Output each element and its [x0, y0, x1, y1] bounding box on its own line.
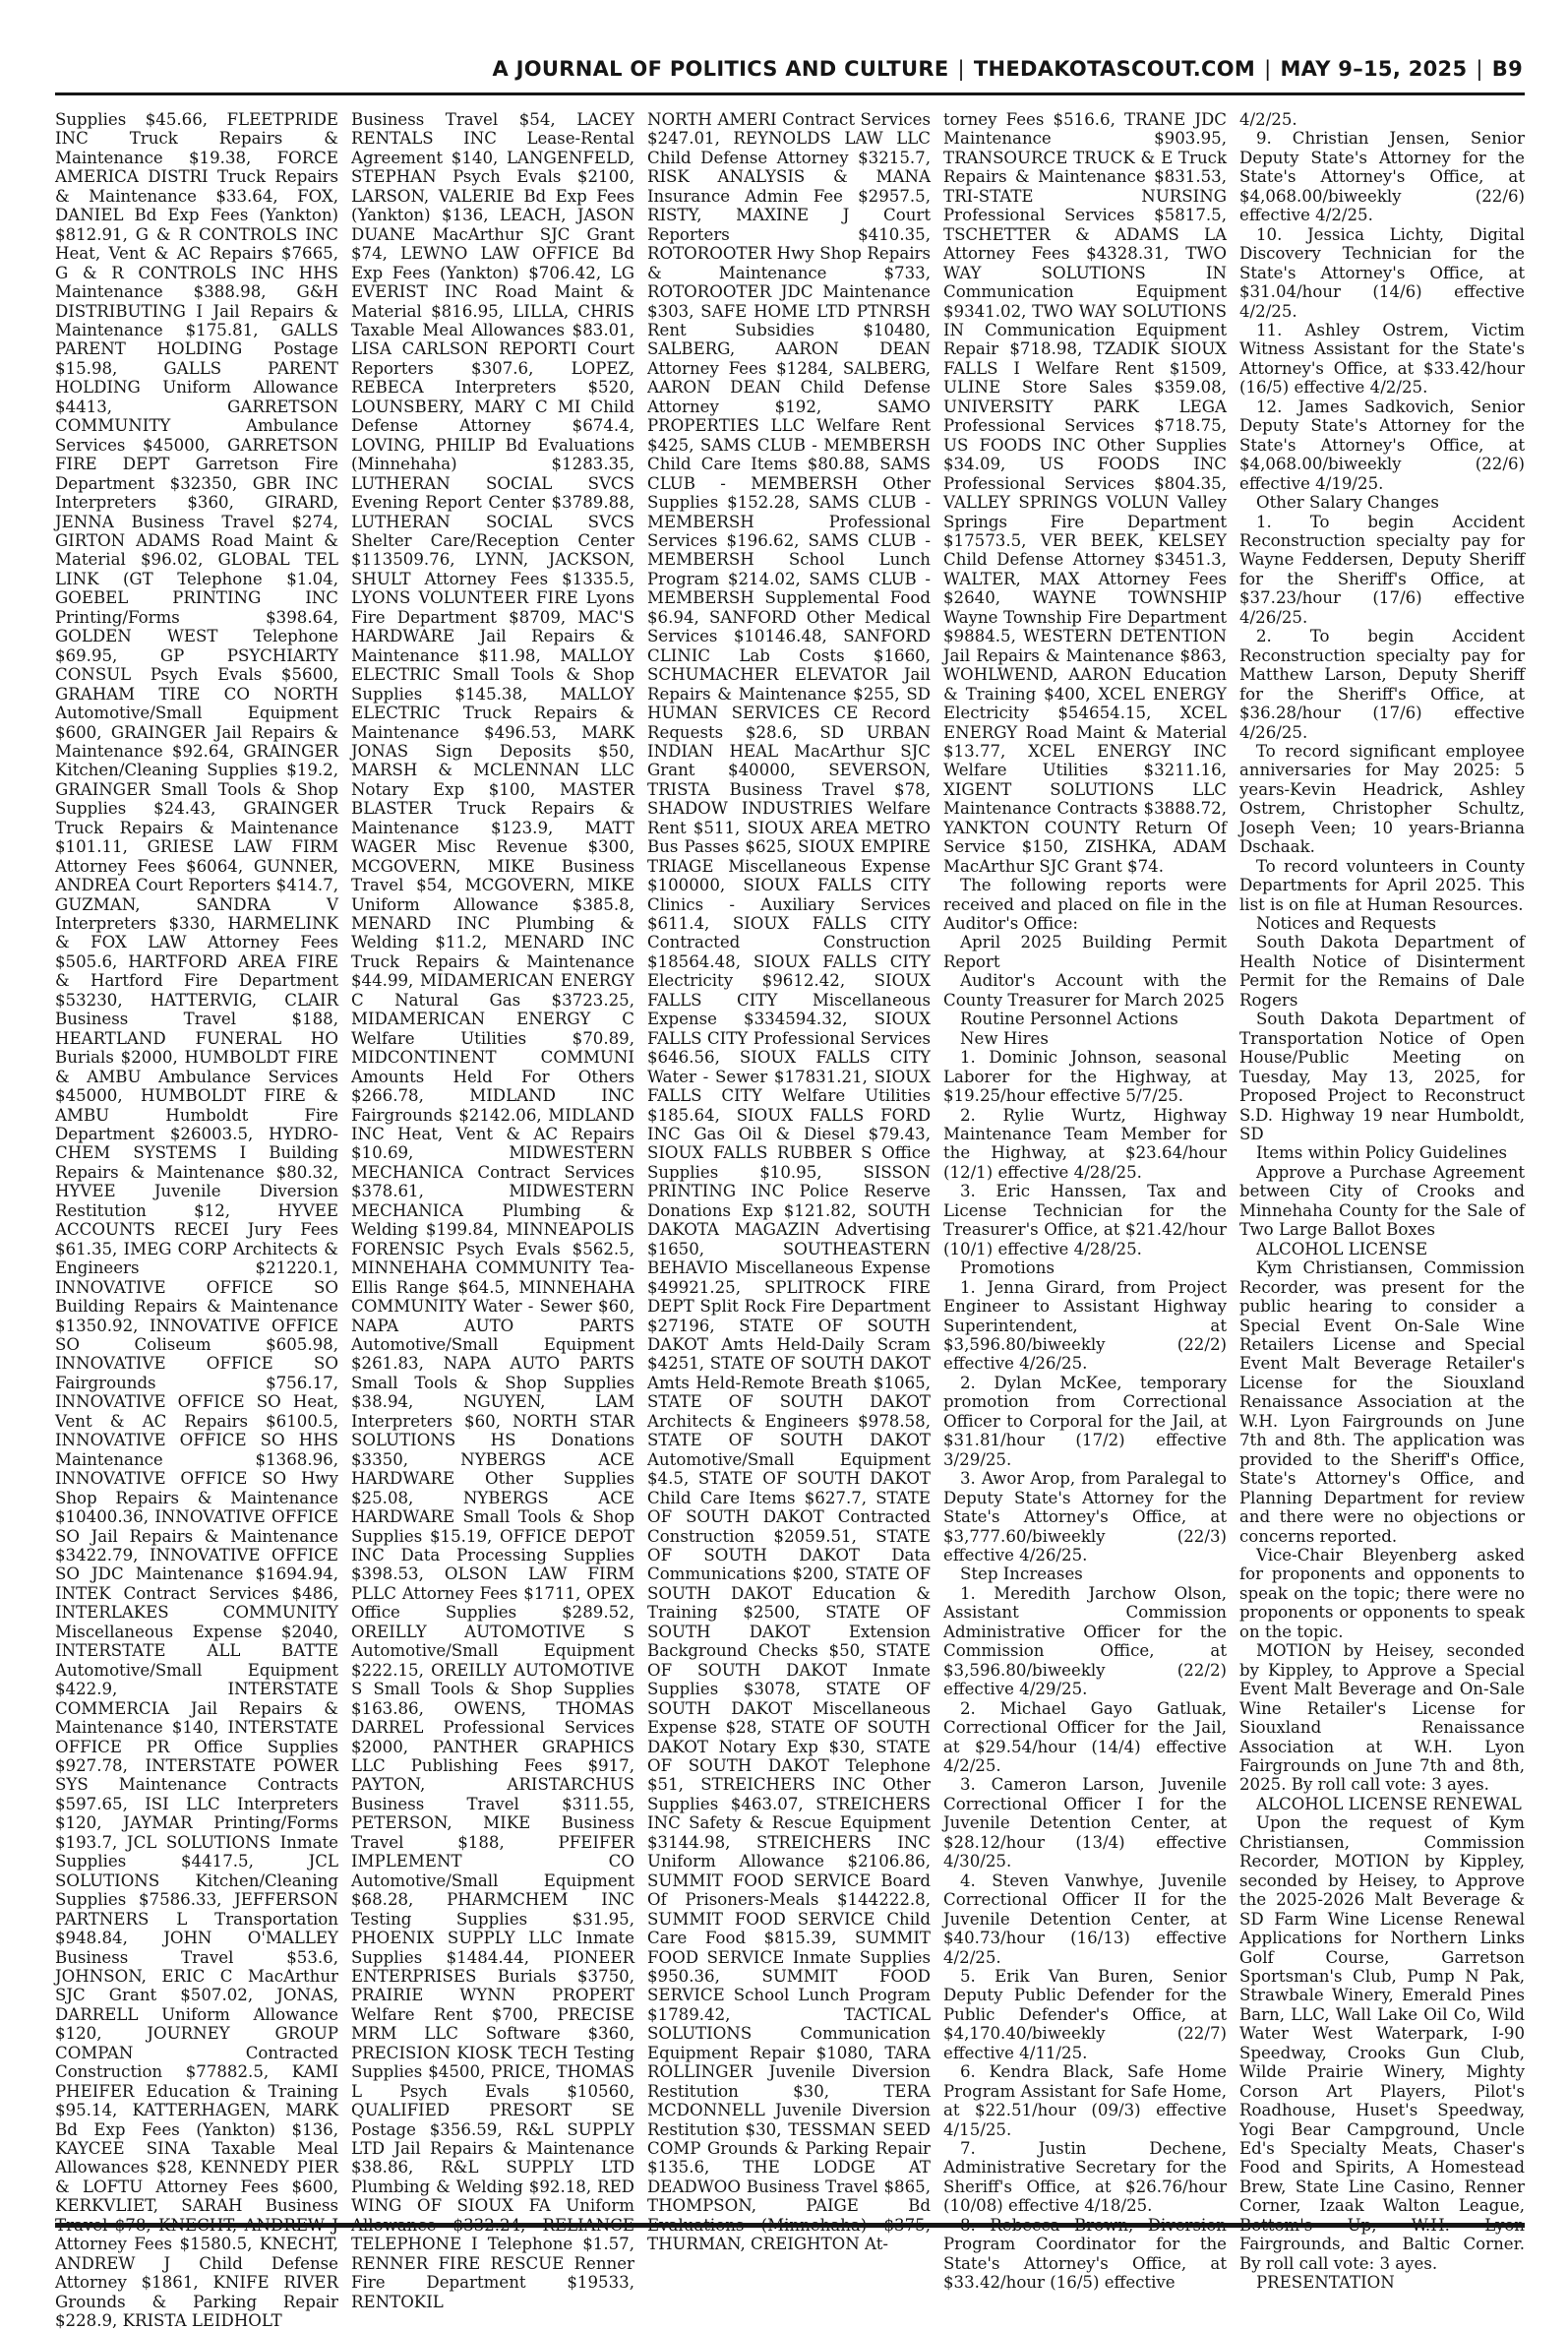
- column-paragraph: Kym Christiansen, Commission Recorder, was present for the public hearing to consider a Special Event On-Sale Wine Retailers License and Special Event Malt Beverage Retailer's License for the Siouxland Renaissance Association at the W.H. Lyon Fairgrounds on June 7th and 8th. The application was provided to the Sheriff's Office, State's Attorney's Office, and Planning Department for review and there were no objections or concerns reported.: [1239, 1258, 1525, 1546]
- website-link[interactable]: THEDAKOTASCOUT.COM: [973, 57, 1256, 81]
- header-rule: [55, 92, 1525, 95]
- text-column-3: [647, 110, 931, 2254]
- column-paragraph: ALCOHOL LICENSE RENEWAL: [1256, 1794, 1522, 1813]
- column-paragraph: 4. Steven Vanwhye, Juvenile Correctional Officer II for the Juvenile Detention Center, at $40.73/hour (16/13) effective 4/2/25.: [943, 1871, 1227, 1967]
- column-paragraph: 11. Ashley Ostrem, Victim Witness Assistant for the State's Attorney's Office, at $33.42/hour (16/5) effective 4/2/25.: [1239, 320, 1525, 398]
- publication-name: A JOURNAL OF POLITICS AND CULTURE: [492, 57, 949, 81]
- column-paragraph: Items within Policy Guidelines: [1256, 1143, 1508, 1163]
- column-paragraph: Other Salary Changes: [1256, 493, 1439, 513]
- column-paragraph: Step Increases: [960, 1564, 1083, 1584]
- column-paragraph: 1. Dominic Johnson, seasonal Laborer for the Highway, at $19.25/hour effective 5/7/25.: [943, 1048, 1227, 1106]
- column-paragraph: 12. James Sadkovich, Senior Deputy State's Attorney for the State's Attorney's Office, at $4,068.00/biweekly (22/6) effective 4/19/25.: [1239, 397, 1525, 493]
- column-paragraph: Business Travel $54, LACEY RENTALS INC Lease-Rental Agreement $140, LANGENFELD, STEPHAN Psych Evals $2100, LARSON, VALERIE Bd Exp Fees (Yankton) $136, LEACH, JASON DUANE MacArthur SJC Grant $74, LEWNO LAW OFFICE Bd Exp Fees (Yankton) $706.42, LG EVERIST INC Road Maint & Material $816.95, LILLA, CHRIS Taxable Meal Allowances $83.01, LISA CARLSON REPORTI Court Reporters $307.6, LOPEZ, REBECA Interpreters $520, LOUNSBERY, MARY C MI Child Defense Attorney $674.4, LOVING, PHILIP Bd Evaluations (Minnehaha) $1283.35, LUTHERAN SOCIAL SVCS Evening Report Center $3789.88, LUTHERAN SOCIAL SVCS Shelter Care/Reception Center $113509.76, LYNN, JACKSON, SHULT Attorney Fees $1335.5, LYONS VOLUNTEER FIRE Lyons Fire Department $8709, MAC'S HARDWARE Jail Repairs & Maintenance $11.98, MALLOY ELECTRIC Small Tools & Shop Supplies $145.38, MALLOY ELECTRIC Truck Repairs & Maintenance $496.53, MARK JONAS Sign Deposits $50, MARSH & MCLENNAN LLC Notary Exp $100, MASTER BLASTER Truck Repairs & Maintenance $123.9, MATT WAGER Misc Revenue $300, MCGOVERN, MIKE Business Travel $54, MCGOVERN, MIKE Uniform Allowance $385.8, MENARD INC Plumbing & Welding $11.2, MENARD INC Truck Repairs & Maintenance $44.99, MIDAMERICAN ENERGY C Natural Gas $3723.25, MIDAMERICAN ENERGY C Welfare Utilities $70.89, MIDCONTINENT COMMUNI Amounts Held For Others $266.78, MIDLAND INC Fairgrounds $2142.06, MIDLAND INC Heat, Vent & AC Repairs $10.69, MIDWESTERN MECHANICA Contract Services $378.61, MIDWESTERN MECHANICA Plumbing & Welding $199.84, MINNEAPOLIS FORENSIC Psych Evals $562.5, MINNEHAHA COMMUNITY Tea-Ellis Range $64.5, MINNEHAHA COMMUNITY Water - Sewer $60, NAPA AUTO PARTS Automotive/Small Equipment $261.83, NAPA AUTO PARTS Small Tools & Shop Supplies $38.94, NGUYEN, LAM Interpreters $60, NORTH STAR SOLUTIONS HS Donations $3350, NYBERGS ACE HARDWARE Other Supplies $25.08, NYBERGS ACE HARDWARE Small Tools & Shop Supplies $15.19, OFFICE DEPOT INC Data Processing Supplies $398.53, OLSON LAW FIRM PLLC Attorney Fees $1711, OPEX Office Supplies $289.52, OREILLY AUTOMOTIVE S Automotive/Small Equipment $222.15, OREILLY AUTOMOTIVE S Small Tools & Shop Supplies $163.86, OWENS, THOMAS DARREL Professional Services $2000, PANTHER GRAPHICS LLC Publishing Fees $917, PAYTON, ARISTARCHUS Business Travel $311.55, PETERSON, MIKE Business Travel $188, PFEIFER IMPLEMENT CO Automotive/Small Equipment $68.28, PHARMCHEM INC Testing Supplies $31.95, PHOENIX SUPPLY LLC Inmate Supplies $1484.44, PIONEER ENTERPRISES Burials $3750, PRAIRIE WYNN PROPERT Welfare Rent $700, PRECISE MRM LLC Software $360, PRECISION KIOSK TECH Testing Supplies $4500, PRICE, THOMAS L Psych Evals $10560, QUALIFIED PRESORT SE Postage $356.59, R&L SUPPLY LTD Jail Repairs & Maintenance $38.86, R&L SUPPLY LTD Plumbing & Welding $92.18, RED WING OF SIOUX FA Uniform TELEPHONE I Telephone $1.57, RENNER FIRE RESCUE Renner Fire Department $19533, RENTOKIL: [351, 110, 634, 2311]
- header-separator: |: [957, 57, 965, 81]
- column-paragraph: 9. Christian Jensen, Senior Deputy State's Attorney for the State's Attorney's Office, at $4,068.00/biweekly (22/6) effective 4/2/25.: [1239, 129, 1525, 225]
- column-paragraph: 7. Justin Dechene, Administrative Secretary for the Sheriff's Office, at $26.76/hour (10/08) effective 4/18/25.: [943, 2139, 1227, 2216]
- column-paragraph: NORTH AMERI Contract Services $247.01, REYNOLDS LAW LLC Child Defense Attorney $3215.7, RISK ANALYSIS & MANA Insurance Admin Fee $2957.5, RISTY, MAXINE J Court Reporters $410.35, ROTOROOTER Hwy Shop Repairs & Maintenance $733, ROTOROOTER JDC Maintenance $303, SAFE HOME LTD PTNRSH Rent Subsidies $10480, SALBERG, AARON DEAN Attorney Fees $1284, SALBERG, AARON DEAN Child Defense Attorney $192, SAMO PROPERTIES LLC Welfare Rent $425, SAMS CLUB - MEMBERSH Child Care Items $80.88, SAMS CLUB - MEMBERSH Other Supplies $152.28, SAMS CLUB - MEMBERSH Professional Services $196.62, SAMS CLUB - MEMBERSH School Lunch Program $214.02, SAMS CLUB - MEMBERSH Supplemental Food $6.94, SANFORD Other Medical Services $10146.48, SANFORD CLINIC Lab Costs $1660, SCHUMACHER ELEVATOR Jail Repairs & Maintenance $255, SD HUMAN SERVICES CE Record Requests $28.6, SD URBAN INDIAN HEAL MacArthur SJC Grant $40000, SEVERSON, TRISTA Business Travel $78, SHADOW INDUSTRIES Welfare Rent $511, SIOUX AREA METRO Bus Passes $625, SIOUX EMPIRE TRIAGE Miscellaneous Expense $100000, SIOUX FALLS CITY Clinics - Auxiliary Services $611.4, SIOUX FALLS CITY Contracted Construction $18564.48, SIOUX FALLS CITY Electricity $9612.42, SIOUX FALLS CITY Miscellaneous Expense $334594.32, SIOUX FALLS CITY Professional Services $646.56, SIOUX FALLS CITY Water - Sewer $17831.21, SIOUX FALLS CITY Welfare Utilities $185.64, SIOUX FALLS FORD INC Gas Oil & Diesel $79.43, SIOUX FALLS RUBBER S Office Supplies $10.95, SISSON PRINTING INC Police Reserve Donations Exp $121.82, SOUTH DAKOTA MAGAZIN Advertising $1650, SOUTHEASTERN BEHAVIO Miscellaneous Expense $49921.25, SPLITROCK FIRE DEPT Split Rock Fire Department $27196, STATE OF SOUTH DAKOT Amts Held-Daily Scram $4251, STATE OF SOUTH DAKOT Amts Held-Remote Breath $1065, STATE OF SOUTH DAKOT Architects & Engineers $978.58, STATE OF SOUTH DAKOT Automotive/Small Equipment $4.5, STATE OF SOUTH DAKOT Child Care Items $627.7, STATE OF SOUTH DAKOT Contracted Construction $2059.51, STATE OF SOUTH DAKOT Data Communications $200, STATE OF SOUTH DAKOT Education & Training $2500, STATE OF SOUTH DAKOT Extension Background Checks $50, STATE OF SOUTH DAKOT Inmate Supplies $3078, STATE OF SOUTH DAKOT Miscellaneous Expense $28, STATE OF SOUTH DAKOT Notary Exp $30, STATE OF SOUTH DAKOT Telephone $51, STREICHERS INC Other Supplies $463.07, STREICHERS INC Safety & Rescue Equipment $3144.98, STREICHERS INC Uniform Allowance $2106.86, SUMMIT FOOD SERVICE Board Of Prisoners-Meals $144222.8, SUMMIT FOOD SERVICE Child Care Food $815.39, SUMMIT FOOD SERVICE Inmate Supplies $950.36, SUMMIT FOOD SERVICE School Lunch Program $1789.42, TACTICAL SOLUTIONS Communication Equipment Repair $1080, TARA ROLLINGER Juvenile Diversion Restitution $30, TERA MCDONNELL Juvenile Diversion Restitution $30, TESSMAN SEED COMP Grounds & Parking Repair $135.6, THE LODGE AT DEADWOO Business Travel $865, THOMPSON, PAIGE Bd THURMAN, CREIGHTON At-: [647, 110, 931, 2254]
- column-paragraph: To record volunteers in County Departments for April 2025. This list is on file at Human Resources.: [1239, 856, 1525, 914]
- column-paragraph: South Dakota Department of Transportation Notice of Open House/Public Meeting on Tuesday, May 13, 2025, for Proposed Project to Reconstruct S.D. Highway 19 near Humboldt, SD: [1239, 1010, 1525, 1144]
- page-number: B9: [1491, 57, 1523, 81]
- text-column-4: [943, 110, 1227, 2293]
- text-column-5: [1239, 110, 1525, 2293]
- column-paragraph: Supplies $45.66, FLEETPRIDE INC Truck Repairs & Maintenance $19.38, FORCE AMERICA DISTRI Truck Repairs & Maintenance $33.64, FOX, DANIEL Bd Exp Fees (Yankton) $812.91, G & R CONTROLS INC Heat, Vent & AC Repairs $7665, G & R CONTROLS INC HHS Maintenance $388.98, G&H DISTRIBUTING I Jail Repairs & Maintenance $175.81, GALLS PARENT HOLDING Postage $15.98, GALLS PARENT HOLDING Uniform Allowance $4413, GARRETSON COMMUNITY Ambulance Services $45000, GARRETSON FIRE DEPT Garretson Fire Department $32350, GBR INC Interpreters $360, GIRARD, JENNA Business Travel $274, GIRTON ADAMS Road Maint & Material $96.02, GLOBAL TEL LINK (GT Telephone $1.04, GOEBEL PRINTING INC Printing/Forms $398.64, GOLDEN WEST Telephone $69.95, GP PSYCHIARTY CONSUL Psych Evals $5600, GRAHAM TIRE CO NORTH Automotive/Small Equipment $600, GRAINGER Jail Repairs & Maintenance $92.64, GRAINGER Kitchen/Cleaning Supplies $19.2, GRAINGER Small Tools & Shop Supplies $24.43, GRAINGER Truck Repairs & Maintenance $101.11, GRIESE LAW FIRM Attorney Fees $6064, GUNNER, ANDREA Court Reporters $414.7, GUZMAN, SANDRA V Interpreters $330, HARMELINK & FOX LAW Attorney Fees $505.6, HARTFORD AREA FIRE & Hartford Fire Department $53230, HATTERVIG, CLAIR Business Travel $188, HEARTLAND FUNERAL HO Burials $2000, HUMBOLDT FIRE & AMBU Ambulance Services $45000, HUMBOLDT FIRE & AMBU Humboldt Fire Department $26003.5, HYDRO-CHEM SYSTEMS I Building Repairs & Maintenance $80.32, HYVEE Juvenile Diversion Restitution $12, HYVEE ACCOUNTS RECEI Jury Fees $61.35, IMEG CORP Architects & Engineers $21220.1, INNOVATIVE OFFICE SO Building Repairs & Maintenance $1350.92, INNOVATIVE OFFICE SO Coliseum $605.98, INNOVATIVE OFFICE SO Fairgrounds $756.17, INNOVATIVE OFFICE SO Heat, Vent & AC Repairs $6100.5, INNOVATIVE OFFICE SO HHS Maintenance $1368.96, INNOVATIVE OFFICE SO Hwy Shop Repairs & Maintenance $10400.36, INNOVATIVE OFFICE SO Jail Repairs & Maintenance $3422.79, INNOVATIVE OFFICE SO JDC Maintenance $1694.94, INTEK Contract Services $486, INTERLAKES COMMUNITY Miscellaneous Expense $2040, INTERSTATE ALL BATTE Automotive/Small Equipment $422.9, INTERSTATE COMMERCIA Jail Repairs & Maintenance $140, INTERSTATE OFFICE PR Office Supplies $927.78, INTERSTATE POWER SYS Maintenance Contracts $597.65, ISI LLC Interpreters $120, JAYMAR Printing/Forms $193.7, JCL SOLUTIONS Inmate Supplies $4417.5, JCL SOLUTIONS Kitchen/Cleaning Supplies $7586.33, JEFFERSON PARTNERS L Transportation $948.84, JOHN O'MALLEY Business Travel $53.6, JOHNSON, ERIC C MacArthur SJC Grant $507.02, JONAS, DARRELL Uniform Allowance $120, JOURNEY GROUP COMPAN Contracted Construction $77882.5, KAMI PHEIFER Education & Training $95.14, KATTERHAGEN, MARK Bd Exp Fees (Yankton) $136, KAYCEE SINA Taxable Meal Allowances $28, KENNEDY PIER & LOFTU Attorney Fees $600, KERKVLIET, SARAH Business Attorney Fees $1580.5, KNECHT, ANDREW J Child Defense Attorney $1861, KNIFE RIVER Grounds & Parking Repair $228.9, KRISTA LEIDHOLT: [55, 110, 338, 2331]
- column-paragraph: PRESENTATION: [1256, 2273, 1395, 2293]
- column-paragraph: New Hires: [960, 1028, 1049, 1048]
- column-paragraph: To record significant employee anniversaries for May 2025: 5 years-Kevin Headrick, Ashley Ostrem, Christopher Schultz, Joseph Veen; 10 years-Brianna Dschaak.: [1239, 741, 1525, 857]
- column-paragraph: Notices and Requests: [1256, 914, 1437, 934]
- column-paragraph: 3. Awor Arop, from Paralegal to Deputy State's Attorney for the State's Attorney's Office, at $3,777.60/biweekly (22/3) effective 4/26/25.: [943, 1469, 1227, 1564]
- header-separator: |: [1476, 57, 1483, 81]
- column-paragraph: 1. To begin Accident Reconstruction specialty pay for Wayne Feddersen, Deputy Sheriff for the Sheriff's Office, at $37.23/hour (17/6) effective 4/26/25.: [1239, 512, 1525, 627]
- column-paragraph: MOTION by Heisey, seconded by Kippley, to Approve a Special Event Malt Beverage and On-Sale Wine Retailer's License for Siouxland Renaissance Association at W.H. Lyon Fairgrounds on June 7th and 8th, 2025. By roll call vote: 3 ayes.: [1239, 1641, 1525, 1795]
- column-paragraph: Promotions: [960, 1258, 1055, 1278]
- column-paragraph: 1. Jenna Girard, from Project Engineer to Assistant Highway Superintendent, at $3,596.80/biweekly (22/2) effective 4/26/25.: [943, 1277, 1227, 1374]
- column-paragraph: 1. Meredith Jarchow Olson, Assistant Commission Administrative Officer for the Commission Office, at $3,596.80/biweekly (22/2) effective 4/29/25.: [943, 1583, 1227, 1699]
- text-column-2: [351, 110, 634, 2311]
- column-paragraph: 2. To begin Accident Reconstruction specialty pay for Matthew Larson, Deputy Sheriff for the Sheriff's Office, at $36.28/hour (17/6) effective 4/26/25.: [1239, 627, 1525, 742]
- column-paragraph: 2. Dylan McKee, temporary promotion from Correctional Officer to Corporal for the Jail, at $31.81/hour (17/2) effective 3/29/25.: [943, 1373, 1227, 1469]
- column-paragraph: 4/2/25.: [1239, 110, 1297, 129]
- footer-rule: [55, 2223, 1525, 2228]
- column-paragraph: 2. Michael Gayo Gatluak, Correctional Officer for the Jail, at $29.54/hour (14/4) effective 4/2/25.: [943, 1698, 1227, 1775]
- column-paragraph: 6. Kendra Black, Safe Home Program Assistant for Safe Home, at $22.51/hour (09/3) effective 4/15/25.: [943, 2062, 1227, 2139]
- masthead: [0, 57, 1523, 81]
- column-paragraph: 3. Eric Hanssen, Tax and License Technician for the Treasurer's Office, at $21.42/hour (10/1) effective 4/28/25.: [943, 1182, 1227, 1258]
- column-paragraph: ALCOHOL LICENSE: [1256, 1239, 1428, 1258]
- issue-date: MAY 9–15, 2025: [1280, 57, 1468, 81]
- column-paragraph: Approve a Purchase Agreement between City of Crooks and Minnehaha County for the Sale of Two Large Ballot Boxes: [1239, 1162, 1525, 1240]
- column-paragraph: Upon the request of Kym Christiansen, Commission Recorder, MOTION by Kippley, seconded by Heisey, to Approve the 2025-2026 Malt Beverage & SD Farm Wine License Renewal Applications for Northern Links Golf Course, Garretson Sportsman's Club, Pump N Pak, Strawbale Winery, Emerald Pines Barn, LLC, Wall Lake Oil Co, Wild Water West Waterpark, I-90 Speedway, Crooks Gun Club, Wilde Prairie Winery, Mighty Corson Art Players, Pilot's Roadhouse, Huset's Speedway, Yogi Bear Campground, Uncle Ed's Specialty Meats, Chaser's Food and Spirits, A Homestead Brew, State Line Casino, Renner Corner, Izaak Walton League, Fairgrounds, and Baltic Corner. By roll call vote: 3 ayes.: [1239, 1813, 1525, 2273]
- column-paragraph: South Dakota Department of Health Notice of Disinterment Permit for the Remains of Dale Rogers: [1239, 933, 1525, 1010]
- column-paragraph: 10. Jessica Lichty, Digital Discovery Technician for the State's Attorney's Office, at $31.04/hour (14/6) effective 4/2/25.: [1239, 224, 1525, 321]
- text-column-1: [55, 110, 338, 2331]
- column-paragraph: 5. Erik Van Buren, Senior Deputy Public Defender for the Public Defender's Office, at $4,170.40/biweekly (22/7) effective 4/11/25.: [943, 1966, 1227, 2062]
- column-paragraph: The following reports were received and placed on file in the Auditor's Office:: [943, 876, 1227, 934]
- column-paragraph: April 2025 Building Permit Report: [943, 933, 1227, 971]
- column-paragraph: 2. Rylie Wurtz, Highway Maintenance Team Member for the Highway, at $23.64/hour (12/1) effective 4/28/25.: [943, 1105, 1227, 1182]
- header-separator: |: [1264, 57, 1272, 81]
- column-paragraph: Program Coordinator for the State's Attorney's Office, at $33.42/hour (16/5) effective: [943, 2235, 1227, 2293]
- column-paragraph: torney Fees $516.6, TRANE JDC Maintenance $903.95, TRANSOURCE TRUCK & E Truck Repairs & Maintenance $831.53, TRI-STATE NURSING Professional Services $5817.5, TSCHETTER & ADAMS LA Attorney Fees $4328.31, TWO WAY SOLUTIONS IN Communication Equipment $9341.02, TWO WAY SOLUTIONS IN Communication Equipment Repair $718.98, TZADIK SIOUX FALLS I Welfare Rent $1509, ULINE Store Sales $359.08, UNIVERSITY PARK LEGA Professional Services $718.75, US FOODS INC Other Supplies $34.09, US FOODS INC Professional Services $804.35, VALLEY SPRINGS VOLUN Valley Springs Fire Department $17573.5, VER BEEK, KELSEY Child Defense Attorney $3451.3, WALTER, MAX Attorney Fees $2640, WAYNE TOWNSHIP Wayne Township Fire Department $9884.5, WESTERN DETENTION Jail Repairs & Maintenance $863, WOHLWEND, AARON Education & Training $400, XCEL ENERGY Electricity $54654.15, XCEL ENERGY Road Maint & Material $13.77, XCEL ENERGY INC Welfare Utilities $3211.16, XIGENT SOLUTIONS LLC Maintenance Contracts $3888.72, YANKTON COUNTY Return Of Service $150, ZISHKA, ADAM MacArthur SJC Grant $74.: [943, 110, 1227, 876]
- column-paragraph: Routine Personnel Actions: [960, 1010, 1178, 1029]
- column-paragraph: 3. Cameron Larson, Juvenile Correctional Officer I for the Juvenile Detention Center, at $28.12/hour (13/4) effective 4/30/25.: [943, 1775, 1227, 1871]
- column-paragraph: Vice-Chair Bleyenberg asked for proponents and opponents to speak on the topic; there were no proponents or opponents to speak on the topic.: [1239, 1545, 1525, 1641]
- column-paragraph: Auditor's Account with the County Treasurer for March 2025: [943, 971, 1227, 1010]
